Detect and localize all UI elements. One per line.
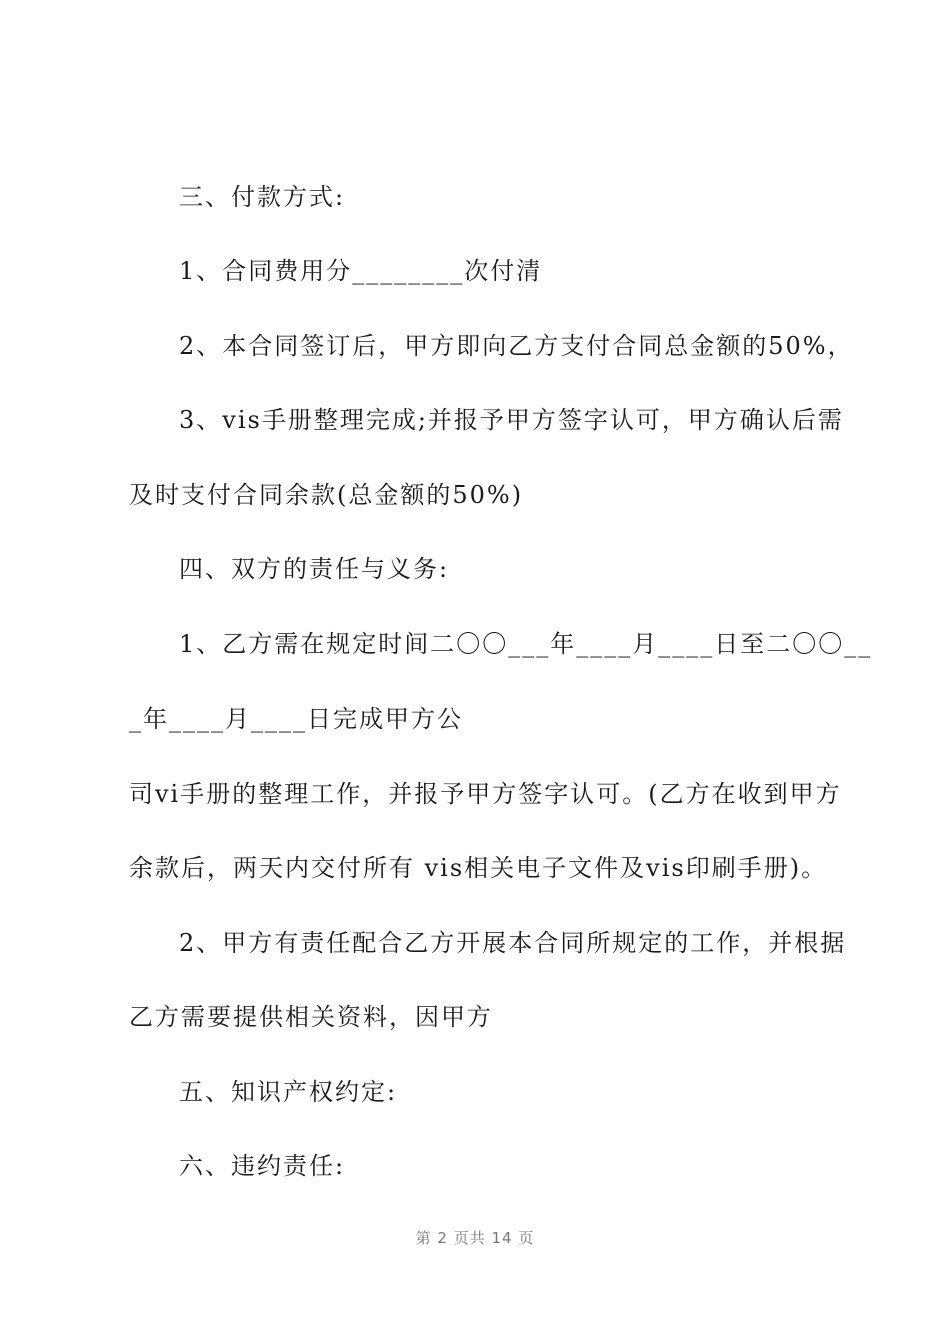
paragraph-line: 及时支付合同余款(总金额的50%) (129, 481, 524, 509)
paragraph-line: 余款后，两天内交付所有 vis相关电子文件及vis印刷手册)。 (129, 854, 828, 882)
section-heading-responsibilities: 四、双方的责任与义务: (179, 555, 450, 583)
paragraph-line: 乙方需要提供相关资料，因甲方 (129, 1003, 493, 1031)
paragraph-line: 1、乙方需在规定时间二〇〇___年____月____日至二〇〇__ (179, 630, 873, 658)
paragraph-line: 3、vis手册整理完成;并报予甲方签字认可，甲方确认后需 (179, 406, 844, 434)
paragraph-line: 1、合同费用分________次付清 (179, 257, 543, 285)
paragraph-line: 2、本合同签订后，甲方即向乙方支付合同总金额的50%， (179, 332, 854, 360)
paragraph-line: 2、甲方有责任配合乙方开展本合同所规定的工作，并根据 (179, 929, 847, 957)
section-heading-payment: 三、付款方式: (179, 183, 346, 211)
paragraph-line: 司vi手册的整理工作，并报予甲方签字认可。(乙方在收到甲方 (129, 780, 842, 808)
paragraph-line: _年____月____日完成甲方公 (129, 705, 463, 733)
section-heading-ip: 五、知识产权约定: (179, 1078, 398, 1106)
section-heading-breach: 六、违约责任: (179, 1152, 346, 1180)
page-number-footer: 第 2 页共 14 页 (415, 1229, 535, 1247)
